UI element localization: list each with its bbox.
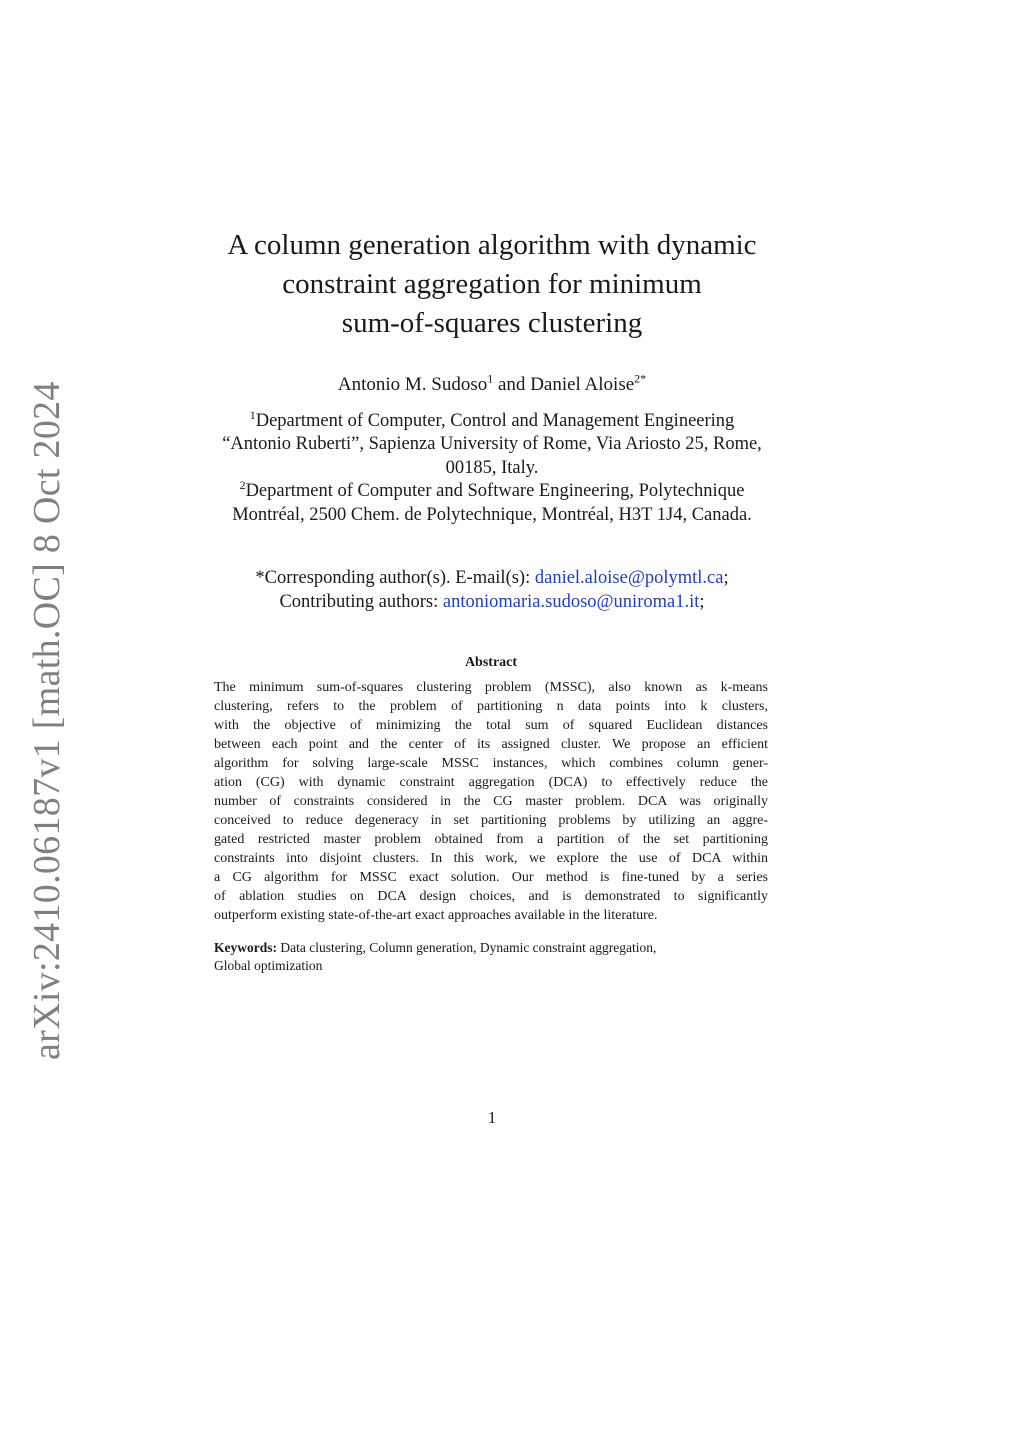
keywords-label: Keywords: [214,940,277,955]
keywords-line: Global optimization [214,958,323,973]
author-name: Daniel Aloise [530,374,635,395]
punctuation: ; [699,592,705,612]
affiliation-mark: 1 [249,407,256,422]
affiliation-text: Department of Computer, Control and Management Engineering [255,411,735,431]
corresponding-author-line [150,566,834,590]
affiliations [150,407,834,527]
contributing-authors-line [150,590,834,614]
corresponding-label: *Corresponding author(s). E-mail(s): [255,568,535,588]
abstract-line: algorithm for solving large-scale MSSC instances, which combines column gener- [214,756,768,771]
affiliation-mark: 1 [487,371,494,386]
abstract-line: a CG algorithm for MSSC exact solution. Our method is fine-tuned by a series [214,870,768,885]
keywords [214,939,768,975]
punctuation: ; [723,568,729,588]
abstract-line: outperform existing state-of-the-art exact approaches available in the literature. [214,908,658,923]
affiliation-1-line: “Antonio Ruberti”, Sapienza University of Rome, Via Ariosto 25, Rome, [222,434,762,455]
keywords-line [214,939,768,957]
page-number: 1 [487,1108,497,1127]
title-line: sum-of-squares clustering [341,307,643,339]
paper-title [180,226,804,343]
affiliation-mark: 2 [239,478,246,493]
abstract-line: The minimum sum-of-squares clustering problem (MSSC), also known as k-means [214,680,768,695]
title-line: A column generation algorithm with dynamic [227,229,757,261]
abstract-heading: Abstract [464,655,518,670]
affiliation-2-line: Montréal, 2500 Chem. de Polytechnique, Montréal, H3T 1J4, Canada. [232,504,752,525]
author-name: Antonio M. Sudoso [337,374,488,395]
abstract-line: constraints into disjoint clusters. In this work, we explore the use of DCA within [214,851,768,866]
keywords-text: Data clustering, Column generation, Dynamic constraint aggregation, [277,940,657,955]
abstract-line: gated restricted master problem obtained from a partition of the set partitioning [214,832,768,847]
corresponding-email-link[interactable]: daniel.aloise@polymtl.ca [534,568,724,588]
abstract-body [214,678,768,925]
abstract-line: ation (CG) with dynamic constraint aggregation (DCA) to effectively reduce the [214,775,768,790]
abstract-line: between each point and the center of its assigned cluster. We propose an efficient [214,737,768,752]
contributing-email-link[interactable]: antoniomaria.sudoso@uniroma1.it [442,592,700,612]
author-conjunction: and [493,374,531,395]
affiliation-text: Department of Computer and Software Engineering, Polytechnique [245,481,745,502]
title-line: constraint aggregation for minimum [282,268,702,300]
arxiv-identifier-stamp: arXiv:2410.06187v1 [math.OC] 8 Oct 2024 [26,381,68,1060]
contributing-label: Contributing authors: [279,592,443,612]
abstract-line: with the objective of minimizing the total sum of squared Euclidean distances [214,718,768,733]
abstract-line: number of constraints considered in the CG master problem. DCA was originally [214,794,768,809]
abstract-line: clustering, refers to the problem of partitioning n data points into k clusters, [214,699,768,714]
affiliation-1-line: 00185, Italy. [445,457,539,478]
author-list [180,372,804,398]
affiliation-1-line [150,407,834,433]
abstract-line: conceived to reduce degeneracy in set partitioning problems by utilizing an aggre- [214,813,768,828]
contact-info [150,566,834,614]
affiliation-mark: 2* [634,371,647,386]
affiliation-2-line [150,480,834,503]
abstract-line: of ablation studies on DCA design choices, and is demonstrated to significantly [214,889,768,904]
